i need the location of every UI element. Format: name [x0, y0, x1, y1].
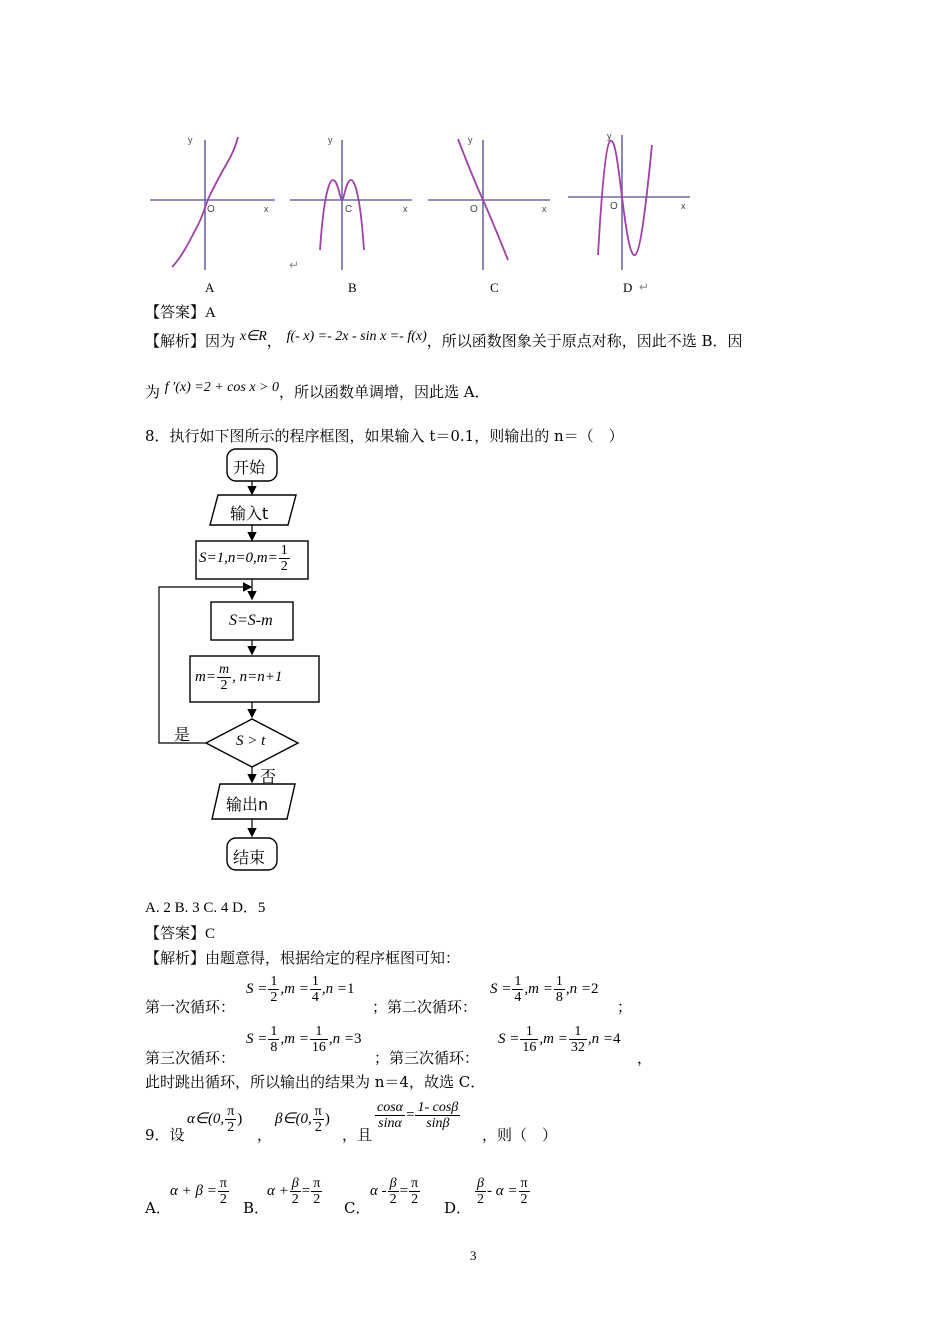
- q9-equation: $\frac{\cos\alpha}{\sin\alpha}$ = $\frac{1- \cos\beta}{\sin\beta}$: [377, 1100, 459, 1131]
- q9-opt-b: α + $\frac{\beta}{2}$ = $\frac{\pi}{2}$: [267, 1176, 321, 1207]
- loop2-label: ；第二次循环：: [372, 998, 478, 1016]
- graph-b: [290, 135, 412, 270]
- q7-analysis-line1: 【解析】因为 x∈R， f(- x) =- 2x - sin x =- f(x)，所以函数图象关于原点对称，因此不选 B．因: [145, 329, 743, 350]
- graph-c-origin: O: [470, 204, 478, 215]
- graph-c-y-label: y: [468, 135, 473, 145]
- graph-b-y-label: y: [328, 135, 333, 145]
- flow-no: 否: [260, 767, 277, 786]
- graph-d-origin: O: [610, 201, 618, 212]
- q8-conclusion: 此时跳出循环，所以输出的结果为 n＝4，故选 C．: [145, 1073, 486, 1091]
- flow-output: 输出n: [226, 795, 269, 814]
- q9-opt-d-label: D．: [444, 1199, 472, 1217]
- graph-label-c: C: [490, 280, 499, 295]
- graph-a-y-label: y: [188, 135, 193, 145]
- q9-opt-a: α + β = $\frac{\pi}{2}$: [170, 1176, 227, 1207]
- graph-d: [568, 131, 690, 270]
- loop1-label: 第一次循环：: [145, 998, 236, 1016]
- q9-opt-c-label: C．: [344, 1199, 371, 1217]
- q7-answer: 【答案】A: [145, 303, 216, 321]
- q8-analysis: 【解析】由题意得，根据给定的程序框图可知：: [145, 949, 461, 967]
- flow-yes: 是: [174, 725, 191, 744]
- q9-alpha-range: α∈(0, $\frac{\pi}{2}$ ): [187, 1104, 243, 1135]
- graph-d-x-label: x: [681, 201, 686, 211]
- loop4-label: ；第三次循环：: [374, 1049, 480, 1067]
- return-mark: ↵: [289, 258, 300, 272]
- flow-end: 结束: [233, 848, 266, 867]
- loop2-semicolon: ；: [617, 998, 633, 1016]
- graph-a: [150, 135, 275, 270]
- loop3-values: S = $\frac{1}{8}$ ,m = $\frac{1}{16}$ ,n =3: [246, 1024, 362, 1055]
- graph-c-x-label: x: [542, 204, 547, 214]
- q8-options: A. 2 B. 3 C. 4 D．5: [145, 900, 266, 916]
- flow-step1: S=S-m: [229, 612, 273, 629]
- q8-stem: 8．执行如下图所示的程序框图，如果输入 t＝0.1，则输出的 n＝（ ）: [145, 427, 624, 445]
- q7-analysis-line2: 为 f ′(x) =2 + cos x > 0，所以函数单调增，因此选 A．: [145, 380, 490, 401]
- q9-then: ，则（ ）: [482, 1126, 558, 1144]
- q9-stem-start: 9．设: [145, 1126, 185, 1144]
- loop4-values: S = $\frac{1}{16}$ ,m = $\frac{1}{32}$ ,n =4: [498, 1024, 621, 1055]
- flow-start: 开始: [233, 458, 266, 477]
- q9-opt-c: α - $\frac{\beta}{2}$ = $\frac{\pi}{2}$: [370, 1176, 419, 1207]
- graph-a-origin: O: [207, 204, 215, 215]
- graph-label-d: D: [623, 280, 633, 295]
- flow-step2: m= $\frac{m}{2}$ , n=n+1: [195, 662, 283, 693]
- graph-d-y-label: y: [607, 131, 612, 141]
- graph-label-b: B: [348, 280, 357, 295]
- loop3-label: 第三次循环：: [145, 1049, 236, 1067]
- flow-input: 输入t: [230, 504, 269, 523]
- graph-b-x-label: x: [403, 204, 408, 214]
- q9-beta-range: β∈(0, $\frac{\pi}{2}$ ): [275, 1104, 330, 1135]
- loop2-values: S = $\frac{1}{4}$ ,m = $\frac{1}{8}$ ,n =2: [490, 974, 599, 1005]
- return-mark-d: ↵: [639, 280, 650, 294]
- q9-opt-b-label: B．: [243, 1199, 270, 1217]
- flow-condition: S > t: [236, 733, 266, 749]
- page-number: 3: [470, 1248, 477, 1263]
- function-graphs: [140, 125, 710, 305]
- graph-c: [428, 135, 550, 270]
- flow-init: S=1,n=0,m= $\frac{1}{2}$: [199, 543, 288, 574]
- graph-a-x-label: x: [264, 204, 269, 214]
- q9-and: ，且: [342, 1126, 373, 1144]
- q8-answer: 【答案】C: [145, 924, 216, 942]
- graph-b-origin: C: [345, 204, 353, 215]
- q9-opt-a-label: A．: [145, 1199, 171, 1217]
- loop1-values: S = $\frac{1}{2}$ ,m = $\frac{1}{4}$ ,n =1: [246, 974, 355, 1005]
- graph-label-a: A: [205, 280, 215, 295]
- q9-comma: ，: [257, 1126, 273, 1144]
- loop4-comma: ，: [637, 1049, 653, 1067]
- q9-opt-d: $\frac{\beta}{2}$ - α = $\frac{\pi}{2}$: [477, 1176, 528, 1207]
